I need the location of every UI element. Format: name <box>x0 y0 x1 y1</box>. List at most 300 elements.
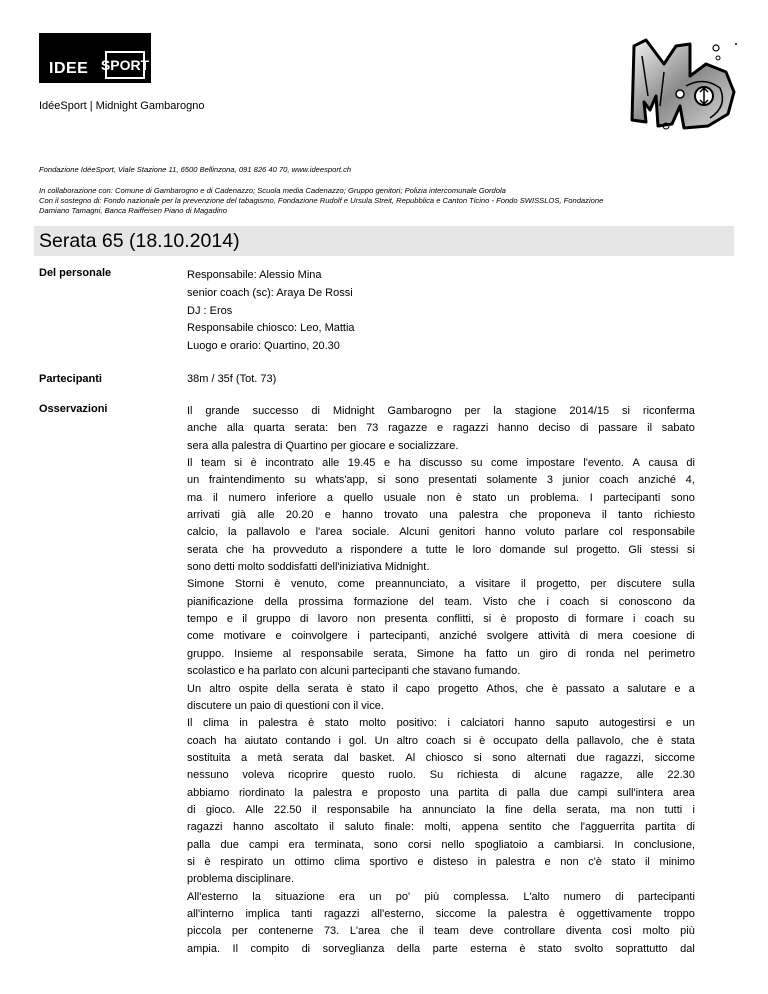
observation-word: palestra <box>508 907 548 920</box>
observation-word: questo <box>341 769 375 782</box>
observation-word: coach <box>644 613 675 626</box>
observation-word: per <box>464 405 481 417</box>
observation-word: sociale. <box>352 526 390 539</box>
observation-word: gioco. <box>205 803 236 816</box>
foundation-address: Fondazione IdéeSport, Viale Stazione 11, 6500 Bellinzona, 091 826 40 70, www.ideesport.ch <box>39 165 352 174</box>
staff-line: Responsabile: Alessio Mina <box>187 269 322 281</box>
observation-word: in <box>239 717 248 730</box>
observation-word: soprattutto <box>615 942 668 955</box>
observation-word: alle <box>257 509 275 522</box>
staff-label: Del personale <box>39 267 112 279</box>
observation-word: arrivati <box>187 509 221 522</box>
observation-word: si <box>377 474 386 487</box>
observation-word: metà <box>257 751 283 764</box>
observation-word: stessi <box>650 543 679 556</box>
observation-word: così <box>611 925 633 938</box>
observations-label: Osservazioni <box>39 403 108 415</box>
observation-line: sera alla palestra di Quartino per giocare e socializzare. <box>187 439 459 452</box>
observation-word: si <box>463 734 472 747</box>
observation-word: hanno <box>484 526 516 539</box>
observation-word: Su <box>429 769 444 782</box>
observation-word: non <box>426 491 446 504</box>
observation-word: palestra <box>495 855 535 868</box>
staff-line: DJ : Eros <box>187 304 233 317</box>
observation-word: la <box>487 907 497 920</box>
observation-word: provveduto <box>273 543 328 556</box>
observation-word: da <box>682 595 695 608</box>
observation-word: a <box>688 682 695 695</box>
collaboration-line: Damiano Tamagni, Banca Raiffeisen Piano di Magadino <box>39 206 227 215</box>
observation-word: ha <box>463 647 477 660</box>
observation-word: sono <box>373 838 398 851</box>
observation-word: già <box>231 509 247 522</box>
observation-word: serata: <box>294 422 329 435</box>
observation-word: L'area <box>349 925 381 938</box>
observation-word: è <box>346 682 353 695</box>
observation-word: ampia. <box>187 942 221 955</box>
observation-word: sono <box>395 474 419 487</box>
observation-word: il <box>644 855 650 868</box>
observation-word: sorveglianza <box>322 942 385 955</box>
observation-word: un <box>517 647 530 660</box>
observation-word: della <box>264 595 288 608</box>
observation-word: nello <box>441 838 465 851</box>
observation-word: che <box>552 821 570 834</box>
observation-word: clima <box>203 717 229 730</box>
observation-word: e <box>436 422 444 435</box>
observation-line: scolastico e ha parlato con alcuni partecipanti che stavano fumando. <box>187 665 521 678</box>
observation-word: tanto <box>618 509 643 522</box>
observation-word: deciso <box>538 422 571 435</box>
observation-word: calciatori <box>460 717 504 730</box>
observation-word: il <box>392 682 398 695</box>
observation-word: all'interno <box>187 907 234 920</box>
observation-word: e <box>544 855 551 868</box>
observation-word: palestra <box>312 786 352 799</box>
observation-word: conflitti, <box>436 613 474 626</box>
observation-word: clima <box>334 855 360 868</box>
observation-word: come <box>337 578 365 591</box>
observation-word: 20.20 <box>285 509 314 522</box>
observation-word: i <box>546 595 549 608</box>
observation-word: della <box>396 942 421 955</box>
observation-word: hanno <box>342 509 373 522</box>
observation-word: capo <box>405 682 430 695</box>
observation-line <box>187 837 695 854</box>
observation-word: stato <box>324 717 349 730</box>
staff-line: senior coach (sc): Araya De Rossi <box>187 286 353 299</box>
observation-word: e <box>383 457 391 470</box>
midnight-md-logo <box>624 36 740 134</box>
observation-word: Insieme <box>234 647 273 660</box>
observation-word: piccola <box>187 925 222 938</box>
observation-word: presentati <box>428 474 477 487</box>
observation-word: voleva <box>242 769 275 782</box>
observation-line <box>187 681 695 698</box>
observation-word: formare <box>585 613 624 626</box>
observation-word: un <box>682 717 695 730</box>
observation-word: stato <box>472 491 497 504</box>
observation-line <box>187 889 695 906</box>
observation-line <box>187 507 695 524</box>
observation-word: partita <box>645 821 676 834</box>
observation-word: a <box>411 543 418 556</box>
observation-word: partecipanti <box>638 890 695 903</box>
observation-word: più <box>424 890 440 903</box>
observation-word: Gambarogno <box>387 405 452 417</box>
observation-word: ma <box>187 491 203 504</box>
observation-word: nel <box>623 647 639 660</box>
observation-line <box>187 524 695 541</box>
observation-word: ha <box>398 457 411 470</box>
header-subtitle: IdéeSport | Midnight Gambarogno <box>39 100 205 112</box>
observation-word: di <box>579 422 589 435</box>
observation-word: è <box>204 855 211 868</box>
observation-word: ascoltato <box>274 821 319 834</box>
observation-word: di <box>511 769 521 782</box>
observation-word: c'è <box>588 855 602 868</box>
observation-word: che <box>631 734 650 747</box>
observation-word: una <box>430 786 449 799</box>
observation-word: la <box>493 405 502 417</box>
observation-word: la <box>228 526 237 539</box>
observation-word: coesione <box>632 630 677 643</box>
observation-word: due <box>549 786 569 799</box>
observation-word: all'esterno, <box>371 907 424 920</box>
observation-line <box>187 611 695 628</box>
observation-word: si <box>687 543 695 556</box>
observation-word: Alle <box>245 803 264 816</box>
observation-line <box>187 715 695 732</box>
observation-word: usuale <box>383 491 417 504</box>
observation-word: riordinato <box>238 786 285 799</box>
observation-word: quarta <box>253 422 285 435</box>
observation-word: di <box>498 786 508 799</box>
observation-word: complessa. <box>453 890 510 903</box>
observation-word: contando <box>285 734 331 747</box>
observation-word: una <box>429 509 448 522</box>
observation-word: come <box>187 630 214 643</box>
observation-word: sul <box>553 543 568 556</box>
observation-word: l'evento. <box>583 457 624 470</box>
observation-line <box>187 420 695 437</box>
observation-line <box>187 767 695 784</box>
observation-word: chiosco <box>425 751 464 764</box>
observation-word: che <box>390 925 409 938</box>
observation-word: formazione <box>353 595 409 608</box>
observation-word: richiesto <box>654 509 695 522</box>
observation-word: attività <box>538 630 570 643</box>
observation-word: perimetro <box>648 647 695 660</box>
observation-line <box>187 542 695 559</box>
observation-line <box>187 490 695 507</box>
observation-word: Visto <box>482 595 508 608</box>
observation-word: ha <box>252 543 265 556</box>
observation-word: è <box>455 491 462 504</box>
observation-word: e <box>299 526 306 539</box>
observation-word: problema. <box>530 491 580 504</box>
observation-word: visitare <box>475 578 511 591</box>
observation-word: partecipanti <box>603 491 661 504</box>
observation-word: siccome <box>654 751 695 764</box>
observation-word: su <box>294 474 306 487</box>
observation-word: Gli <box>628 543 642 556</box>
observation-word: un <box>369 890 382 903</box>
observation-word: inferiore <box>276 491 317 504</box>
observation-word: i <box>632 613 636 626</box>
observation-word: è <box>500 613 507 626</box>
observation-line <box>187 906 695 923</box>
observation-word: basket. <box>359 751 395 764</box>
observation-word: si <box>599 595 608 608</box>
observation-word: presenta <box>384 613 428 626</box>
observation-word: su <box>470 457 483 470</box>
observation-word: Simone <box>416 647 455 660</box>
observation-line <box>187 403 695 420</box>
observation-word: Il <box>187 457 193 470</box>
observation-word: molti, <box>424 821 451 834</box>
observation-word: 73 <box>366 422 379 435</box>
observation-word: pallavolo, <box>576 734 624 747</box>
observation-word: sabato <box>661 422 695 435</box>
observation-word: voluto <box>525 526 555 539</box>
observation-word: un <box>187 474 200 487</box>
report-title-bar <box>34 226 734 256</box>
observation-word: disteso <box>433 855 469 868</box>
observation-word: della <box>545 734 569 747</box>
observation-word: team. <box>444 595 473 608</box>
observation-word: saluto <box>344 821 374 834</box>
observation-word: per <box>231 925 248 938</box>
observation-word: il <box>520 578 526 591</box>
observation-word: altro <box>396 734 419 747</box>
observation-word: di <box>311 405 320 417</box>
observation-word: del <box>419 595 434 608</box>
observation-word: Il <box>232 942 239 955</box>
observation-word: team <box>434 925 459 938</box>
observation-word: tempo <box>187 613 218 626</box>
observation-line <box>187 733 695 750</box>
observation-word: di <box>567 647 577 660</box>
observation-word: discutere <box>617 578 662 591</box>
observation-word: In <box>614 838 624 851</box>
observation-word: calcio, <box>187 526 219 539</box>
observation-word: alla <box>226 422 244 435</box>
report-title: Serata 65 (18.10.2014) <box>39 230 240 252</box>
observation-word: causa <box>648 457 678 470</box>
observation-word: parte <box>432 942 458 955</box>
observation-word: è <box>656 734 664 747</box>
observation-word: di <box>686 821 695 834</box>
observation-word: Storni <box>234 578 264 591</box>
collaboration-block <box>39 186 729 216</box>
observation-word: stata <box>671 734 695 747</box>
observation-word: minimo <box>659 855 695 868</box>
observation-word: ha <box>224 734 237 747</box>
observation-word: per <box>590 578 607 591</box>
observation-word: ben <box>337 422 357 435</box>
participants-label: Partecipanti <box>39 373 102 385</box>
observation-word: sentito <box>508 821 542 834</box>
observation-word: respirato <box>220 855 264 868</box>
observation-word: corsi <box>407 838 432 851</box>
observation-word: e <box>417 855 424 868</box>
observation-word: oggettivamente <box>576 907 652 920</box>
staff-line: Responsabile chiosco: Leo, Mattia <box>187 322 355 335</box>
observation-word: a <box>537 838 544 851</box>
observation-word: ragazzi <box>452 422 489 435</box>
observation-word: progetto, <box>536 578 580 591</box>
observation-word: e <box>361 786 368 799</box>
observation-word: in <box>477 855 487 868</box>
observation-word: successo <box>252 405 299 417</box>
observation-word: pallavolo <box>246 526 290 539</box>
observation-line: discutere un paio di questioni con il vice. <box>187 699 384 712</box>
observation-word: palla <box>187 838 211 851</box>
observation-word: autogestirsi <box>599 717 656 730</box>
observation-word: solamente <box>486 474 538 487</box>
observation-word: anche <box>187 422 217 435</box>
observation-word: Athos, <box>486 682 518 695</box>
logo-idee-text: IDEE <box>49 60 89 77</box>
observation-word: sono <box>670 491 695 504</box>
observation-line: problema disciplinare. <box>187 873 294 886</box>
observation-word: occupato <box>493 734 538 747</box>
observation-word: che <box>518 595 536 608</box>
participants-value: 38m / 35f (Tot. 73) <box>187 373 277 385</box>
observation-word: alternati <box>526 751 566 764</box>
observation-line <box>187 854 695 871</box>
observation-word: positivo: <box>396 717 437 730</box>
observation-word: ragazzi, <box>605 751 644 764</box>
observation-word: A <box>632 457 640 470</box>
observation-word: spogliatoio <box>474 838 528 851</box>
observation-word: Midnight <box>332 405 375 417</box>
observation-word: discusso <box>419 457 463 470</box>
observation-line <box>187 628 695 645</box>
observation-word: e <box>324 509 331 522</box>
observation-word: ragazze <box>388 422 428 435</box>
observation-word: proponeva <box>538 509 591 522</box>
observation-word: a <box>458 578 465 591</box>
observation-word: tutte <box>425 543 448 556</box>
observation-word: Un <box>374 734 389 747</box>
observation-word: ragazzi <box>323 907 360 920</box>
observation-word: è <box>479 734 486 747</box>
observation-word: è <box>519 942 526 955</box>
observation-word: era <box>339 890 355 903</box>
observation-word: incontrato <box>265 457 314 470</box>
observation-word: hanno <box>514 717 546 730</box>
observation-word: non <box>635 803 655 816</box>
observation-word: numero <box>228 491 266 504</box>
observation-word: annunciato <box>422 803 476 816</box>
observation-word: cambiarsi. <box>554 838 605 851</box>
observation-word: abbiamo <box>187 786 230 799</box>
observation-word: l'area <box>315 526 343 539</box>
observation-word: di <box>615 890 624 903</box>
observation-word: campi <box>577 786 608 799</box>
observation-word: responsabile <box>326 803 390 816</box>
observation-word: dal <box>334 751 349 764</box>
observation-word: area <box>672 786 695 799</box>
observation-word: e <box>275 630 282 643</box>
observation-word: di <box>686 630 695 643</box>
observation-word: a <box>612 682 619 695</box>
observation-word: le <box>455 543 465 556</box>
observation-line <box>187 923 695 940</box>
observation-word: anziché <box>439 630 478 643</box>
observation-word: un <box>507 491 520 504</box>
observation-word: si <box>473 751 482 764</box>
observation-word: ospite <box>238 682 269 695</box>
observation-word: di <box>187 803 196 816</box>
observation-word: ronda <box>585 647 615 660</box>
observation-word: si <box>234 457 243 470</box>
observation-word: campi <box>249 838 279 851</box>
observation-word: controllare <box>503 925 556 938</box>
observation-word: sportivo <box>369 855 408 868</box>
collaboration-line: In collaborazione con: Comune di Gambarogno e di Cadenazzo; Scuola media Cadenazzo; Gruppo genitori; Polizia intercomunale Gordola <box>39 186 506 195</box>
observation-word: Il <box>187 405 193 417</box>
observation-word: mera <box>597 630 623 643</box>
collaboration-line: Con il sostegno di: Fondo nazionale per la prevenzione del tabagismo, Fondazione Rudolf e Ursula Streit, Repubblica e Canton Ticino - Fondo SWISSLOS, Fondazione <box>39 196 604 205</box>
observation-word: è <box>558 907 566 920</box>
observation-word: alle <box>322 457 340 470</box>
observation-word: Al <box>405 751 416 764</box>
observation-word: è <box>250 457 257 470</box>
observation-word: si <box>483 613 492 626</box>
observation-word: 22.50 <box>274 803 302 816</box>
observation-word: aiutato <box>244 734 278 747</box>
observation-line <box>187 472 695 489</box>
observation-word: col <box>608 526 623 539</box>
observation-word: deve <box>469 925 494 938</box>
observation-word: come <box>491 457 518 470</box>
observation-word: di <box>567 613 577 626</box>
observation-word: 3 <box>546 474 553 487</box>
observation-word: giro <box>539 647 558 660</box>
observation-word: sulla <box>672 578 695 591</box>
observation-word: coach <box>599 474 629 487</box>
observation-word: a <box>241 751 248 764</box>
observation-word: un <box>272 855 285 868</box>
observation-word: hanno <box>233 821 264 834</box>
observation-word: appena <box>461 821 499 834</box>
observation-word: coach <box>425 734 456 747</box>
observation-word: trovato <box>384 509 418 522</box>
observation-word: i <box>357 630 360 643</box>
observation-word: la <box>486 803 495 816</box>
observation-word: Alcuni <box>399 526 430 539</box>
observation-line <box>187 750 695 767</box>
observation-word: il <box>647 422 653 435</box>
observation-word: il <box>601 509 607 522</box>
observation-word: ma <box>610 803 626 816</box>
observation-word: fraintendimento <box>208 474 285 487</box>
observation-word: finale: <box>384 821 414 834</box>
observation-word: partita <box>458 786 489 799</box>
observation-word: motivare <box>223 630 266 643</box>
observation-word: fine <box>504 803 523 816</box>
observation-word: alcune <box>534 769 567 782</box>
observation-word: progetto <box>437 682 479 695</box>
observation-word: stagione <box>514 405 557 417</box>
observation-line <box>187 455 695 472</box>
observation-word: di <box>301 942 311 955</box>
observation-word: si <box>622 405 630 417</box>
observation-word: il <box>329 821 334 834</box>
